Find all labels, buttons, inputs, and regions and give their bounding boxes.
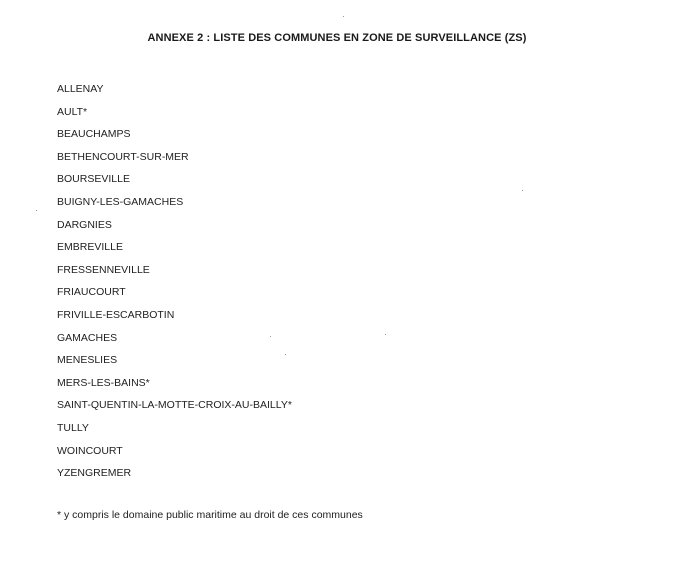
list-item: AULT* [57,105,88,118]
list-item: FRIVILLE-ESCARBOTIN [57,308,175,321]
list-item: DARGNIES [57,218,112,231]
scan-speck [343,16,344,17]
scan-speck [522,190,523,191]
list-item: MERS-LES-BAINS* [57,376,150,389]
list-item: BEAUCHAMPS [57,128,131,141]
list-item: MENESLIES [57,354,118,367]
list-item: FRESSENNEVILLE [57,263,150,276]
list-item: ALLENAY [57,83,104,95]
scan-speck [270,336,271,337]
list-item: WOINCOURT [57,444,123,457]
list-item: BOURSEVILLE [57,173,130,186]
list-item: BUIGNY-LES-GAMACHES [57,195,184,208]
list-item: EMBREVILLE [57,241,123,254]
list-item: FRIAUCOURT [57,286,126,299]
scan-speck [36,210,37,211]
list-item: TULLY [57,421,89,434]
list-item: YZENGREMER [57,467,132,480]
scan-speck [385,334,386,335]
list-item: SAINT-QUENTIN-LA-MOTTE-CROIX-AU-BAILLY* [57,399,292,412]
page-title: ANNEXE 2 : LISTE DES COMMUNES EN ZONE DE SURVEILLANCE (ZS) [147,32,527,44]
commune-list [57,78,292,485]
list-item: BETHENCOURT-SUR-MER [57,150,189,163]
list-item: GAMACHES [57,331,118,344]
footnote: * y compris le domaine public maritime au droit de ces communes [57,509,363,521]
scan-speck [285,354,286,355]
